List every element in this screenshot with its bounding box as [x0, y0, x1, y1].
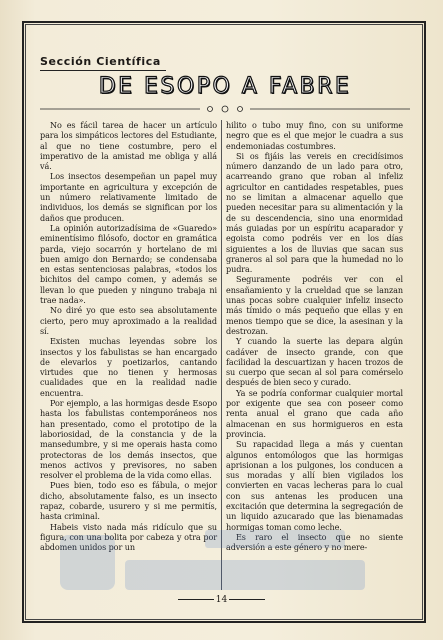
paragraph: Es raro el insecto que no siente adversión a este género y no mere-: [226, 531, 403, 553]
paragraph: Habeis visto nada más ridículo que su figura, con una bolita por cabeza y otra por abdomen unidos por un: [40, 521, 217, 553]
page-number: [0, 595, 443, 605]
paragraph: Por ejemplo, a las hormigas desde Esopo hasta los fabulistas contemporáneos nos han presentado, como el prototipo de la laboriosidad, de la constancia y de la mansedumbre, y si me operais hasta como protectoras de los demás insectos, que menos activos y previsores, no saben resolver el problema de la vida como ellas.: [40, 398, 217, 481]
paragraph: No diré yo que esto sea absolutamente cierto, pero muy aproximado a la realidad sí.: [40, 305, 217, 336]
paragraph: No es fácil tarea de hacer un artículo para los simpáticos lectores del Estudiante, al que no tiene costumbre, pero el imperativo de la amistad me obliga y allá vá.: [40, 120, 217, 172]
section-underline: [40, 70, 166, 71]
article-title: DE ESOPO A FABRE: [98, 74, 352, 99]
section-label: Sección Científica: [40, 55, 161, 68]
column-divider: [221, 120, 222, 590]
left-column: [40, 120, 217, 552]
right-column: [226, 120, 403, 552]
paragraph: Los insectos desempeñan un papel muy importante en agricultura y excepción de un número relativamente limitado de individuos, los demás se significan por los daños que producen.: [40, 171, 217, 223]
page-number-dash-right: [229, 599, 265, 600]
paragraph: La opinión autorizadísima de «Guaredo» eminentísimo filósofo, doctor en gramática parda, viejo socarrón y hortelano de mi buen amigo don Bernardo; se condensaba en estas sentenciosas palabras, «todos los bichitos del campo comen, y además se llevan lo que pueden y ninguno trabaja ni trae nada».: [40, 222, 217, 306]
paragraph: hilito o tubo muy fino, con su uniforme negro que es el que mejor le cuadra a sus endemoniadas costumbres.: [226, 120, 403, 151]
paragraph: Existen muchas leyendas sobre los insectos y los fabulistas se han encargado de elevarlos y poetizarlos, cantando virtudes que no tienen y hermosas cualidades que en la realidad nadie encuentra.: [40, 336, 217, 398]
page-number-value: 14: [215, 595, 228, 605]
paragraph: Y cuando la suerte las depara algún cadáver de insecto grande, con que facilidad la descuartizan y hacen trozos de su cuerpo que secan al sol para comérselo después de bien seco y curado.: [226, 336, 403, 388]
title-ornament-icon: [40, 104, 410, 114]
paragraph: Pues bien, todo eso es fábula, o mejor dicho, absolutamente falso, es un insecto rapaz, cobarde, usurero y si me permitís, hasta criminal.: [40, 480, 217, 522]
paragraph: Seguramente podréis ver con el ensañamiento y la crueldad que se lanzan unas pocas sobre cualquier infeliz insecto más tímido o más pequeño que ellas y en menos tiempo que se dice, la asesinan y la destrozan.: [226, 274, 403, 336]
paragraph: Ya se podría conformar cualquier mortal por exigente que sea con poseer como renta anual el grano que cada año almacenan en sus hormigueros en esta provincia.: [226, 387, 403, 439]
page-number-dash-left: [178, 599, 214, 600]
paragraph: Si os fijáis las vereis en crecidísimos número danzando de un lado para otro, acarreando grano que roban al infeliz agricultor en cantidades respetables, pues no se limitan a almacenar aquello que pueden necesitar para su alimentación y la de su descendencia, sino una enormidad más guiadas por un espíritu acaparador y egoista como podréis ver en los días siguientes a los de lluvias que sacan sus graneros al sol para que la humedad no lo pudra.: [226, 150, 403, 275]
paragraph: Su rapacidad llega a más y cuentan algunos entomólogos que las hormigas aprisionan a los pulgones, los conducen a sus moradas y allí bien vigilados los convierten en vacas lecheras para lo cual con sus antenas les producen una excitación que determina la segregación de un liquido azucarado que las bienamadas hormigas toman como leche.: [226, 439, 403, 532]
